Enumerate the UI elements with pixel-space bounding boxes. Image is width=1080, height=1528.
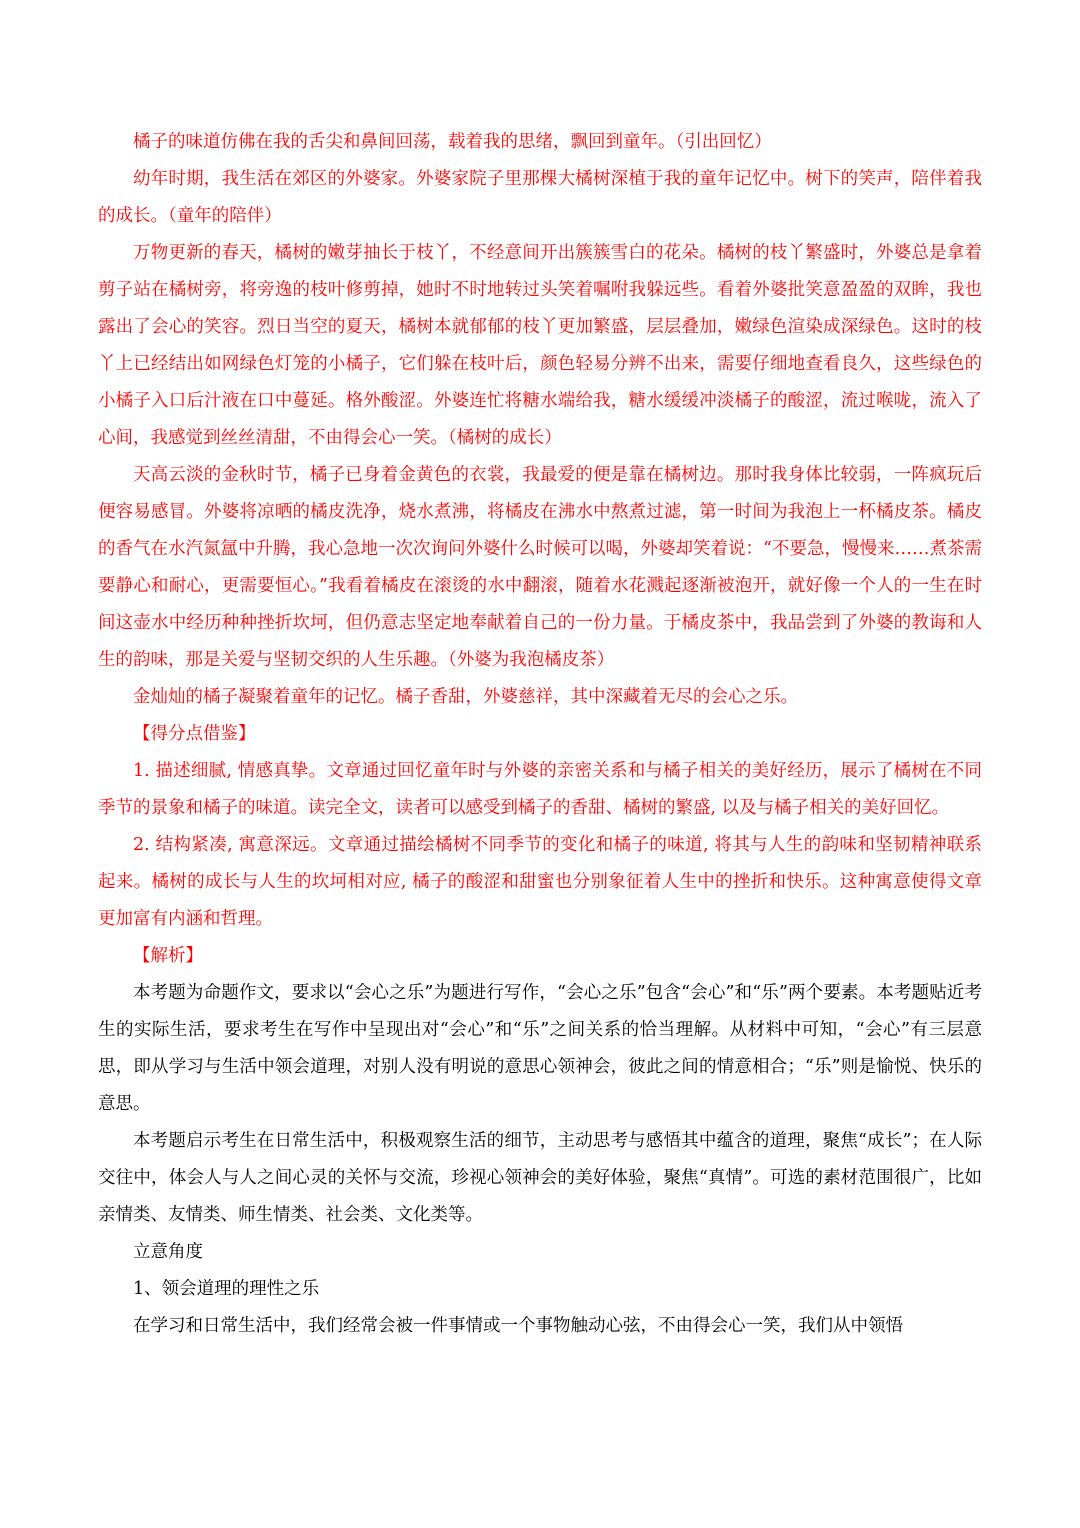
- essay-paragraph-2: 幼年时期，我生活在郊区的外婆家。外婆家院子里那棵大橘树深植于我的童年记忆中。树下的笑声，陪伴着我的成长。（童年的陪伴）: [98, 169, 982, 226]
- analysis-heading: 【解析】: [133, 946, 203, 966]
- analysis-paragraph-2: 本考题启示考生在日常生活中，积极观察生活的细节，主动思考与感悟其中蕴含的道理，聚焦“成长”；在人际交往中，体会人与人之间心灵的关怀与交流，珍视心领神会的美好体验，聚焦“真情”。可选的素材范围很广，比如亲情类、友情类、师生情类、社会类、文化类等。: [98, 1131, 982, 1225]
- score-point-2: 2. 结构紧凑, 寓意深远。文章通过描绘橘树不同季节的变化和橘子的味道, 将其与人生的韵味和坚韧精神联系起来。橘树的成长与人生的坎坷相对应, 橘子的酸涩和甜蜜也分别象征着人生中的挫折和快乐。这种寓意使得文章更加富有内涵和哲理。: [98, 835, 982, 929]
- score-points-heading: 【得分点借鉴】: [133, 724, 256, 744]
- essay-paragraph-3: 万物更新的春天，橘树的嫩芽抽长于枝丫，不经意间开出簇簇雪白的花朵。橘树的枝丫繁盛时，外婆总是拿着剪子站在橘树旁，将旁逸的枝叶修剪掉，她时不时地转过头笑着嘱咐我躲远些。看着外婆批笑意盈盈的双眸，我也露出了会心的笑容。烈日当空的夏天，橘树本就郁郁的枝丫更加繁盛，层层叠加，嫩绿色渲染成深绿色。这时的枝丫上已经结出如网绿色灯笼的小橘子，它们躲在枝叶后，颜色轻易分辨不出来，需要仔细地查看良久，这些绿色的小橘子入口后汁液在口中蔓延。格外酸涩。外婆连忙将糖水端给我，糖水缓缓冲淡橘子的酸涩，流过喉咙，流入了心间，我感觉到丝丝清甜，不由得会心一笑。（橘树的成长）: [98, 243, 982, 448]
- analysis-paragraph-1: 本考题为命题作文，要求以“会心之乐”为题进行写作，“会心之乐”包含“会心”和“乐”两个要素。本考题贴近考生的实际生活，要求考生在写作中呈现出对“会心”和“乐”之间关系的恰当理解。从材料中可知，“会心”有三层意思，即从学习与生活中领会道理，对别人没有明说的意思心领神会，彼此之间的情意相合；“乐”则是愉悦、快乐的意思。: [98, 983, 982, 1114]
- document-page: [98, 124, 982, 1345]
- angle-1-title: 1、领会道理的理性之乐: [133, 1279, 320, 1299]
- essay-paragraph-1: 橘子的味道仿佛在我的舌尖和鼻间回荡，载着我的思绪，飘回到童年。（引出回忆）: [133, 132, 772, 152]
- angle-1-text: 在学习和日常生活中，我们经常会被一件事情或一个事物触动心弦，不由得会心一笑，我们从中领悟: [133, 1316, 903, 1336]
- essay-paragraph-5: 金灿灿的橘子凝聚着童年的记忆。橘子香甜，外婆慈祥，其中深藏着无尽的会心之乐。: [133, 687, 798, 707]
- essay-paragraph-4: 天高云淡的金秋时节，橘子已身着金黄色的衣裳，我最爱的便是靠在橘树边。那时我身体比较弱，一阵疯玩后便容易感冒。外婆将凉晒的橘皮洗净，烧水煮沸，将橘皮在沸水中熬煮过滤，第一时间为我泡上一杯橘皮茶。橘皮的香气在水汽氮氲中升腾，我心急地一次次询问外婆什么时候可以喝，外婆却笑着说：“不要急，慢慢来……煮茶需要静心和耐心，更需要恒心。”我看着橘皮在滚烫的水中翻滚，随着水花溅起逐渐被泡开，就好像一个人的一生在时间这壶水中经历种种挫折坎坷，但仍意志坚定地奉献着自己的一份力量。于橘皮茶中，我品尝到了外婆的教诲和人生的韵味，那是关爱与坚韧交织的人生乐趣。（外婆为我泡橘皮茶）: [98, 465, 982, 670]
- angle-heading: 立意角度: [133, 1242, 203, 1262]
- score-point-1: 1. 描述细腻, 情感真挚。文章通过回忆童年时与外婆的亲密关系和与橘子相关的美好经历，展示了橘树在不同季节的景象和橘子的味道。读完全文，读者可以感受到橘子的香甜、橘树的繁盛, 以及与橘子相关的美好回忆。: [98, 761, 982, 818]
